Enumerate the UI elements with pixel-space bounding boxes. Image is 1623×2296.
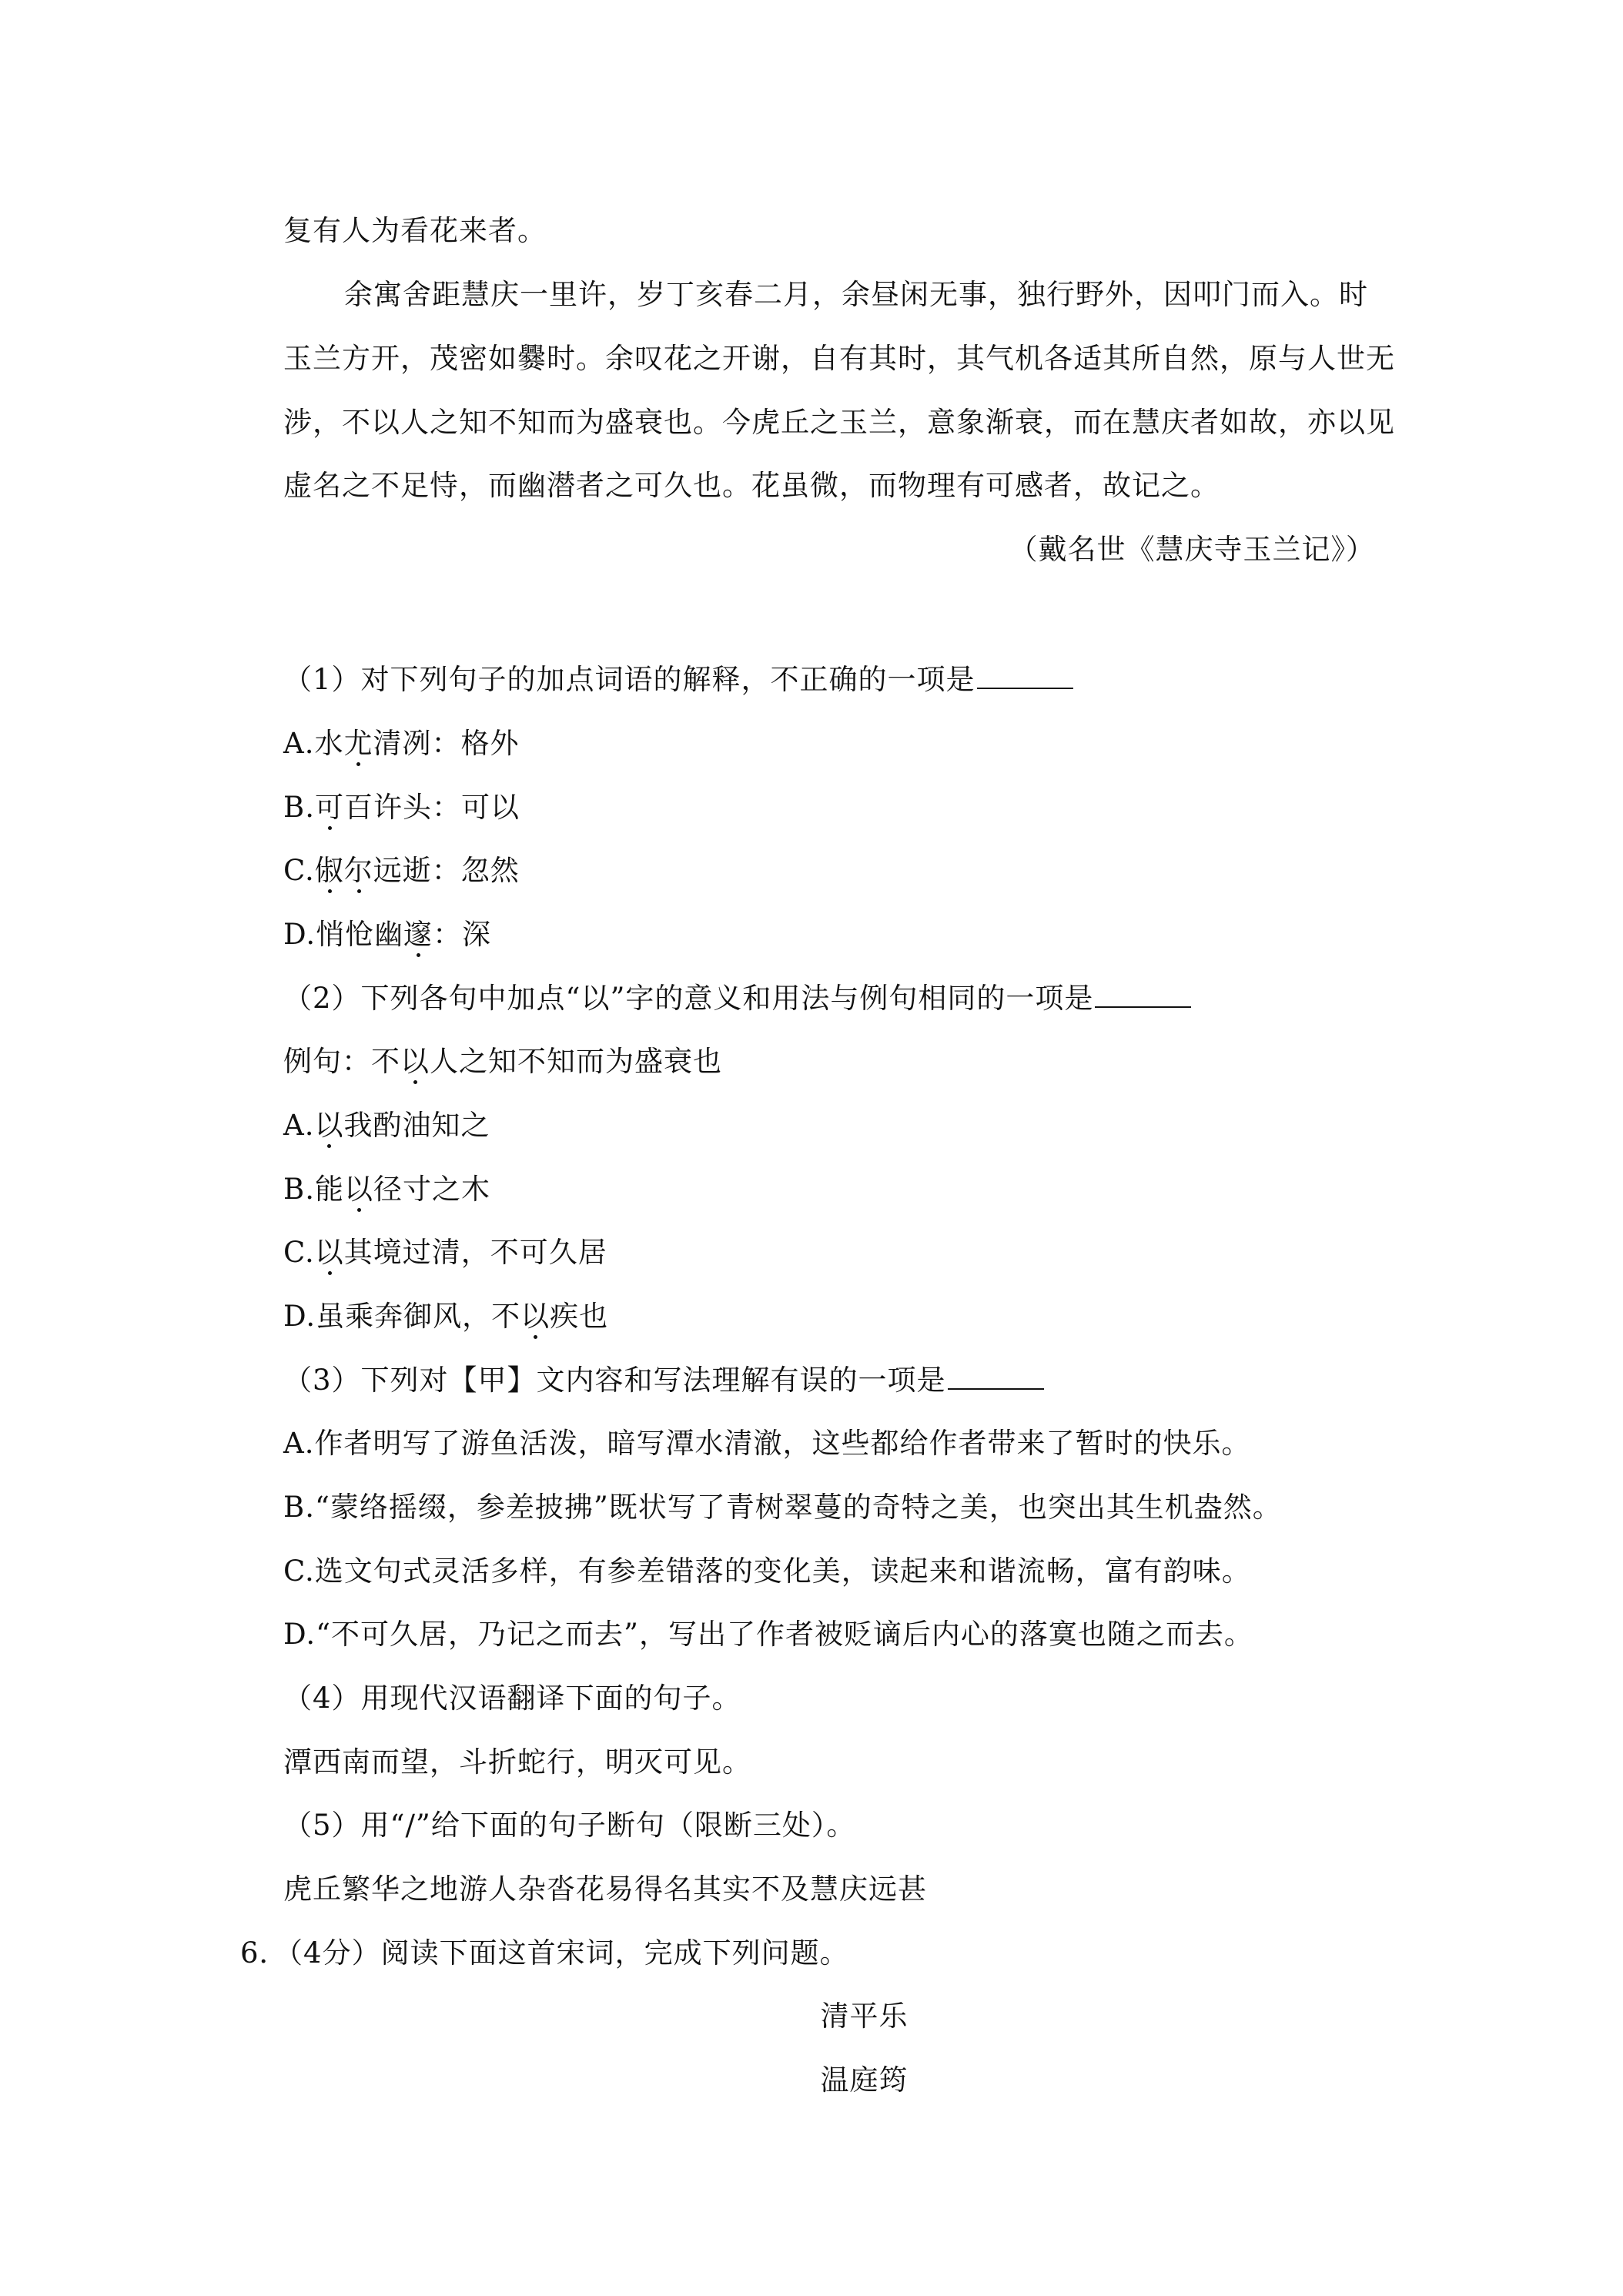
question-4-sentence: 潭西南而望，斗折蛇行，明灭可见。	[283, 1745, 751, 1779]
question-6-stem: 6．（4分）阅读下面这首宋词，完成下列问题。	[240, 1936, 849, 1970]
dotted-word: 以	[520, 1300, 550, 1333]
question-text: （3）下列对【甲】文内容和写法理解有误的一项是	[283, 1364, 946, 1397]
question-2-option-d	[283, 1297, 608, 1336]
option-text: A.水	[283, 727, 344, 760]
passage-line: 复有人为看花来者。	[283, 214, 547, 247]
example-text: 人之知不知而为盛衰也	[430, 1045, 722, 1078]
dotted-word: 以	[314, 1236, 344, 1269]
answer-blank[interactable]	[977, 661, 1073, 689]
dotted-word: 俶	[314, 854, 344, 887]
question-3-option-b: B.“蒙络摇缀，参差披拂”既状写了青树翠蔓的奇特之美，也突出其生机盎然。	[283, 1491, 1282, 1524]
question-2-stem	[283, 979, 1191, 1018]
poem-author: 温庭筠	[820, 2063, 909, 2097]
question-1-option-a	[283, 725, 519, 763]
dotted-word: 尤	[343, 727, 373, 760]
dotted-word: 以	[400, 1045, 430, 1078]
option-text: D.虽乘奔御风，不	[283, 1300, 521, 1333]
question-5-sentence: 虎丘繁华之地游人杂沓花易得名其实不及慧庆远甚	[283, 1873, 927, 1906]
option-text: B.能	[283, 1173, 344, 1206]
passage-line: 余寓舍距慧庆一里许，岁丁亥春二月，余昼闲无事，独行野外，因叩门而入。时	[344, 278, 1368, 311]
option-text: A.	[283, 1109, 315, 1142]
passage-source: （戴名世《慧庆寺玉兰记》）	[1009, 533, 1375, 566]
question-1-option-c	[283, 852, 520, 890]
example-text: 例句：不	[283, 1045, 400, 1078]
option-text: 径寸之木	[373, 1173, 490, 1206]
question-4-stem: （4）用现代汉语翻译下面的句子。	[283, 1682, 741, 1715]
poem-title: 清平乐	[820, 2000, 909, 2033]
question-text: （1）对下列句子的加点词语的解释，不正确的一项是	[283, 663, 975, 696]
option-text: 我酌油知之	[343, 1109, 490, 1142]
option-text: 远逝：忽然	[373, 854, 520, 887]
option-text: D.悄怆幽	[283, 918, 404, 951]
option-text: 清冽：格外	[373, 727, 520, 760]
option-text: 百许头：可以	[343, 791, 520, 824]
answer-blank[interactable]	[948, 1362, 1044, 1390]
question-2-option-c	[283, 1233, 607, 1272]
option-text: B.	[283, 791, 315, 824]
question-3-option-c: C.选文句式灵活多样，有参差错落的变化美，读起来和谐流畅，富有韵味。	[283, 1555, 1251, 1588]
dotted-word: 以	[343, 1173, 373, 1206]
question-3-stem	[283, 1361, 1044, 1400]
dotted-word: 可	[314, 791, 344, 824]
dotted-word: 以	[314, 1109, 344, 1142]
option-text: C.	[283, 1236, 315, 1269]
passage-line: 虚名之不足恃，而幽潜者之可久也。花虽微，而物理有可感者，故记之。	[283, 469, 1220, 502]
question-1-stem	[283, 661, 1073, 699]
question-3-option-d: D.“不可久居，乃记之而去”，写出了作者被贬谪后内心的落寞也随之而去。	[283, 1618, 1253, 1651]
question-1-option-d	[283, 915, 491, 954]
question-1-option-b	[283, 788, 520, 827]
question-2-example	[283, 1043, 722, 1081]
question-3-option-a: A.作者明写了游鱼活泼，暗写潭水清澈，这些都给作者带来了暂时的快乐。	[283, 1427, 1251, 1460]
answer-blank[interactable]	[1095, 980, 1191, 1008]
option-text: ：深	[433, 918, 492, 951]
question-2-option-a	[283, 1106, 490, 1145]
question-2-option-b	[283, 1170, 490, 1209]
question-text: （2）下列各句中加点“以”字的意义和用法与例句相同的一项是	[283, 982, 1094, 1015]
dotted-word: 尔	[343, 854, 373, 887]
question-5-stem: （5）用“/”给下面的句子断句（限断三处）。	[283, 1809, 856, 1842]
option-text: 疾也	[550, 1300, 609, 1333]
passage-line: 涉，不以人之知不知而为盛衰也。今虎丘之玉兰，意象渐衰，而在慧庆者如故，亦以见	[283, 406, 1395, 439]
dotted-word: 邃	[403, 918, 433, 951]
option-text: 其境过清，不可久居	[343, 1236, 607, 1269]
passage-line: 玉兰方开，茂密如爨时。余叹花之开谢，自有其时，其气机各适其所自然，原与人世无	[283, 342, 1395, 375]
option-text: C.	[283, 854, 315, 887]
